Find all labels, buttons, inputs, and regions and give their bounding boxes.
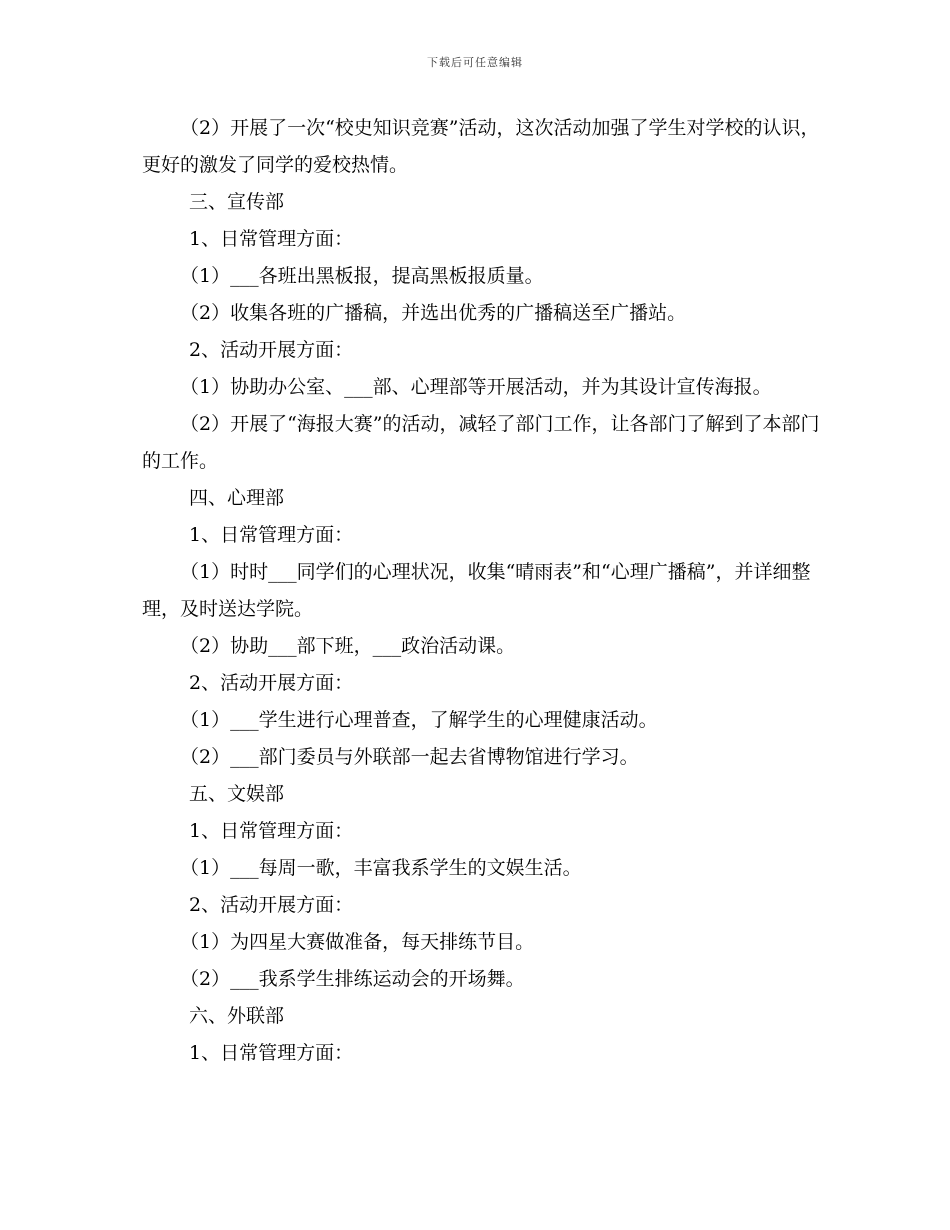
subsection-heading: 1、日常管理方面： <box>189 524 354 546</box>
list-item: （1）___各班出黑板报，提高黑板报质量。 <box>180 265 544 287</box>
subsection-heading: 2、活动开展方面： <box>189 672 354 694</box>
section-heading: 五、文娱部 <box>189 783 285 805</box>
subsection-heading: 1、日常管理方面： <box>189 228 354 250</box>
section-heading: 六、外联部 <box>189 1005 285 1027</box>
list-item: （2）___我系学生排练运动会的开场舞。 <box>180 968 525 990</box>
paragraph: （2）开展了一次“校史知识竞赛”活动，这次活动加强了学生对学校的认识，更好的激发了同学的爱校热情。 <box>142 117 820 176</box>
list-item: （2）___部门委员与外联部一起去省博物馆进行学习。 <box>180 746 639 768</box>
list-item: （1）为四星大赛做准备，每天排练节目。 <box>180 931 535 953</box>
list-item: （1）协助办公室、___部、心理部等开展活动，并为其设计宣传海报。 <box>180 376 772 398</box>
section-heading: 三、宣传部 <box>189 191 285 213</box>
page-header: 下载后可任意编辑 <box>427 56 523 69</box>
subsection-heading: 2、活动开展方面： <box>189 894 354 916</box>
subsection-heading: 1、日常管理方面： <box>189 1042 354 1064</box>
list-item: （2）开展了“海报大赛”的活动，减轻了部门工作，让各部门了解到了本部门的工作。 <box>142 413 820 472</box>
list-item: （1）___学生进行心理普查，了解学生的心理健康活动。 <box>180 709 658 731</box>
list-item: （1）时时___同学们的心理状况，收集“晴雨表”和“心理广播稿”，并详细整理，及时送达学院。 <box>142 561 811 620</box>
list-item: （2）协助___部下班，___政治活动课。 <box>180 635 516 657</box>
subsection-heading: 1、日常管理方面： <box>189 820 354 842</box>
section-heading: 四、心理部 <box>189 487 285 509</box>
list-item: （2）收集各班的广播稿，并选出优秀的广播稿送至广播站。 <box>180 302 687 324</box>
subsection-heading: 2、活动开展方面： <box>189 339 354 361</box>
list-item: （1）___每周一歌，丰富我系学生的文娱生活。 <box>180 857 582 879</box>
document-body <box>142 110 822 1072</box>
